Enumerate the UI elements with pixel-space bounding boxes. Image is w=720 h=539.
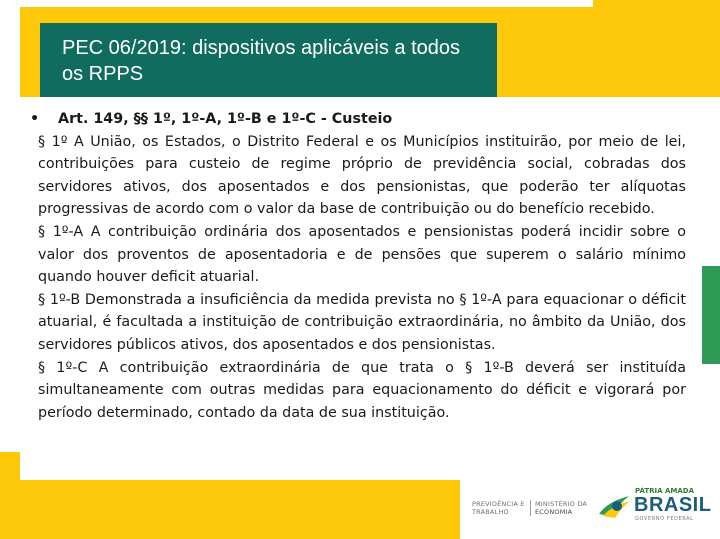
- ministry-left-line2: TRABALHO: [472, 508, 509, 516]
- ministry-divider: [530, 500, 531, 516]
- ministry-left-line1: PREVIDÊNCIA E: [472, 500, 525, 508]
- right-green-accent: [702, 266, 720, 364]
- brand-line2: BRASIL: [634, 494, 712, 516]
- ministry-logo: [472, 500, 597, 520]
- paragraph-1: § 1º A União, os Estados, o Distrito Federal e os Municípios instituirão, por meio de lei, contribuições para custeio de regime próprio de previdência social, cobradas dos servidores ativos, dos aposentados e dos pensionistas, que poderão ter alíquotas progressivas de acordo com o valor da base de contribuição ou do benefício recebido.: [38, 133, 686, 218]
- ministry-right-line2: ECONOMIA: [535, 508, 573, 516]
- brazil-flag-icon: [597, 492, 631, 518]
- brand-line1: PÁTRIA AMADA: [635, 487, 695, 495]
- left-white-strip: [0, 7, 20, 97]
- bullet-heading: [30, 108, 686, 131]
- title-box: [40, 23, 497, 97]
- slide-body: [30, 108, 686, 424]
- paragraph-1a: § 1º-A A contribuição ordinária dos aposentados e pensionistas poderá incidir sobre o valor dos proventos de aposentadoria e de pensões que superem o salário mínimo quando houver deficit atuarial.: [38, 223, 686, 286]
- heading-text: Art. 149, §§ 1º, 1º-A, 1º-B e 1º-C - Custeio: [58, 111, 393, 127]
- ministry-left-text: [472, 500, 525, 516]
- left-yellow-accent: [0, 452, 20, 539]
- brand-line3: GOVERNO FEDERAL: [635, 516, 694, 522]
- slide-title: PEC 06/2019: dispositivos aplicáveis a todos os RPPS: [62, 37, 461, 85]
- paragraph-1c: § 1º-C A contribuição extraordinária de que trata o § 1º-B deverá ser instituída simultaneamente com outras medidas para equacionamento do déficit e vigorará por período determinado, contado da data de sua instituição.: [38, 359, 686, 421]
- ministry-right-text: [535, 500, 587, 516]
- top-white-strip: [0, 0, 593, 7]
- paragraph-1b: § 1º-B Demonstrada a insuficiência da medida prevista no § 1º-A para equacionar o déficit atuarial, é facultada a instituição de contribuição extraordinária, no âmbito da União, dos servidores públicos ativos, dos aposentados e dos pensionistas.: [38, 291, 686, 353]
- ministry-right-line1: MINISTÉRIO DA: [535, 500, 588, 508]
- brasil-logo: [597, 487, 712, 527]
- bullet-icon: •: [30, 111, 40, 127]
